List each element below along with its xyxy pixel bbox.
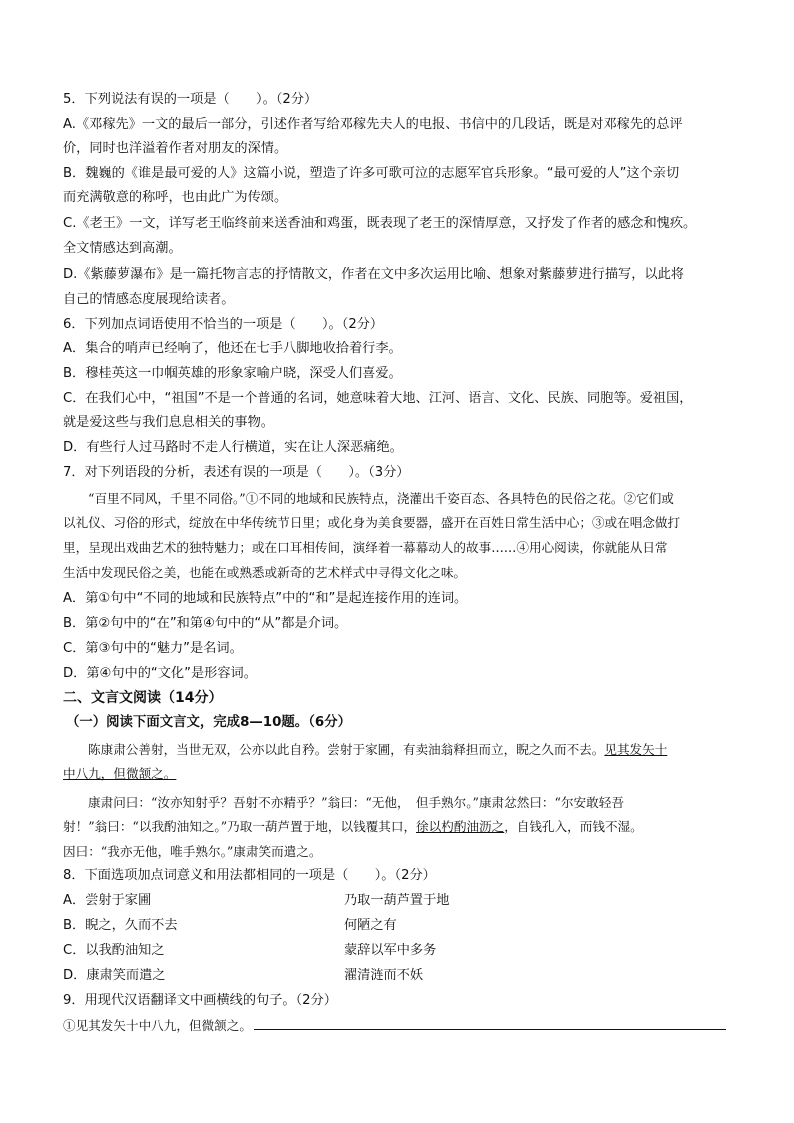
q8-option-a-left: A．尝射于家圃 [63, 893, 152, 908]
q8-option-d-left: D．康肃笑而遣之 [63, 968, 166, 983]
classical-text-line4-plain: 射！”翁曰：“以我酌油知之。”乃取一葫芦置于地，以钱覆其口， [63, 819, 417, 834]
classical-text-line1-plain: 陈康肃公善射，当世无双，公亦以此自矜。尝射于家圃，有卖油翁释担而立，睨之久而不去。 [88, 742, 605, 757]
underlined-sentence-2: 徐以杓酌油沥之 [416, 819, 505, 834]
q8-option-d-right: 濯清涟而不妖 [344, 968, 424, 983]
q5-stem: 5．下列说法有误的一项是（ ）。（2分） [63, 92, 318, 107]
q6-stem: 6．下列加点词语使用不恰当的一项是（ ）。（2分） [63, 317, 384, 332]
q9-item-1-text: ①见其发矢十中八九，但微颔之。 [63, 1018, 252, 1033]
q5-option-b-line1: B．魏巍的《谁是最可爱的人》这篇小说，塑造了许多可歌可泣的志愿军官兵形象。“最可爱的人”这个亲切 [63, 166, 680, 181]
q6-option-a: A．集合的哨声已经响了，他还在七手八脚地收拾着行李。 [63, 341, 402, 356]
q7-option-c: C．第③句中的“魅力”是名词。 [63, 641, 243, 656]
q5-option-a-line1: A.《邓稼先》一文的最后一部分，引述作者写给邓稼先夫人的电报、书信中的几段话，既是对邓稼先的总评 [63, 117, 683, 132]
q8-option-c-left: C．以我酌油知之 [63, 943, 165, 958]
classical-text-line5: 因曰：“我亦无他，唯手熟尔。”康肃笑而遣之。 [63, 844, 322, 859]
q7-option-d: D．第④句中的“文化”是形容词。 [63, 666, 257, 681]
q5-option-c-line2: 全文情感达到高潮。 [63, 241, 182, 256]
q5-option-c-line1: C.《老王》一文，详写老王临终前来送香油和鸡蛋，既表现了老王的深情厚意，又抒发了作者的感念和愧疚。 [63, 216, 697, 231]
q9-item-1 [63, 1017, 726, 1035]
q9-stem: 9．用现代汉语翻译文中画横线的句子。（2分） [63, 993, 337, 1008]
classical-text-line4-tail: ，自钱孔入，而钱不湿。 [504, 819, 643, 834]
classical-text-line1 [88, 741, 667, 759]
classical-text-line3: 康肃问曰：“汝亦知射乎？吾射不亦精乎？”翁曰：“无他， 但手熟尔。”康肃忿然曰：“尔安敢轻吾 [88, 795, 624, 810]
section-2-title: 二、文言文阅读（14分） [63, 690, 223, 706]
q7-stem: 7．对下列语段的分析，表述有误的一项是（ ）。（3分） [63, 465, 410, 480]
q6-option-c-line2: 就是爱这些与我们息息相关的事物。 [63, 415, 274, 430]
q5-option-d-line1: D.《紫藤萝瀑布》是一篇托物言志的抒情散文，作者在文中多次运用比喻、想象对紫藤萝进行描写，以此将 [63, 267, 684, 282]
q8-option-c-right: 蒙辞以军中多务 [344, 943, 437, 958]
underlined-sentence-part2: 中八九，但微颔之。 [63, 766, 177, 781]
q7-option-b: B．第②句中的“在”和第④句中的“从”都是介词。 [63, 616, 348, 631]
q7-passage-line4: 生活中发现民俗之美，也能在或熟悉或新奇的艺术样式中寻得文化之味。 [63, 565, 466, 580]
q8-stem: 8．下面选项加点词意义和用法都相同的一项是（ ）。（2分） [63, 868, 436, 883]
classical-text-line2 [63, 765, 176, 783]
answer-blank-line[interactable] [254, 1017, 726, 1030]
q5-option-b-line2: 而充满敬意的称呼，也由此广为传颂。 [63, 190, 288, 205]
q6-option-c-line1: C．在我们心中，“祖国”不是一个普通的名词，她意味着大地、江河、语言、文化、民族、同胞等。爱祖国， [63, 391, 693, 406]
q8-option-b-right: 何陋之有 [344, 918, 397, 933]
q8-option-b-left: B．睨之，久而不去 [63, 918, 178, 933]
q7-passage-line3: 里，呈现出戏曲艺术的独特魅力；或在口耳相传间，演绎着一幕幕动人的故事……④用心阅读，你就能从日常 [63, 540, 668, 555]
q7-option-a: A．第①句中“不同的地域和民族特点”中的“和”是起连接作用的连词。 [63, 591, 468, 606]
section-2-subtitle: （一）阅读下面文言文，完成8—10题。（6分） [66, 715, 351, 730]
q5-option-d-line2: 自己的情感态度展现给读者。 [63, 292, 235, 307]
q8-option-a-right: 乃取一葫芦置于地 [344, 893, 450, 908]
q6-option-b: B．穆桂英这一巾帼英雄的形象家喻户晓，深受人们喜爱。 [63, 366, 402, 381]
classical-text-line4 [63, 818, 643, 836]
q7-passage-line2: 以礼仪、习俗的形式，绽放在中华传统节日里；或化身为美食要器，盛开在百姓日常生活中心；③或在唱念做打 [63, 515, 681, 530]
q6-option-d: D．有些行人过马路时不走人行横道，实在让人深恶痛绝。 [63, 440, 403, 455]
q5-option-a-line2: 价，同时也洋溢着作者对朋友的深情。 [63, 141, 288, 156]
q7-passage-line1: “百里不同风，千里不同俗。”①不同的地域和民族特点，浇灌出千姿百态、各具特色的民俗之花。②它们或 [88, 491, 674, 506]
underlined-sentence-part1: 见其发矢十 [604, 742, 668, 757]
